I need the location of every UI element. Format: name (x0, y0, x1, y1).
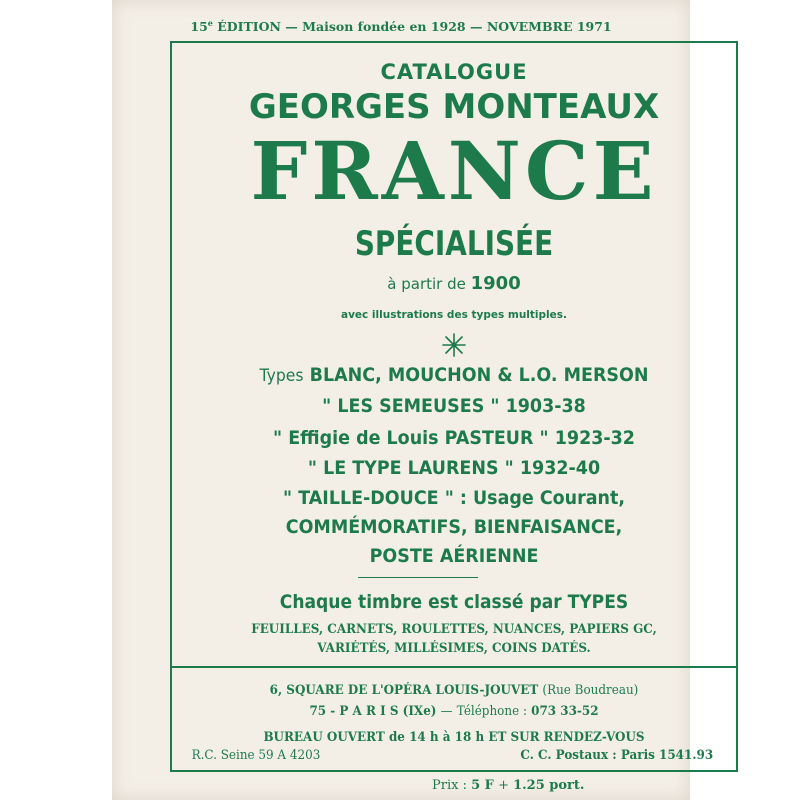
star-ornament-icon (442, 333, 466, 357)
price-postage: 1.25 port. (513, 778, 585, 793)
edition-date: NOVEMBRE 1971 (486, 19, 612, 35)
types-line-1 (195, 364, 714, 386)
classification-headline: Chaque timbre est classé par TYPES (279, 591, 629, 613)
types-line-2: " LES SEMEUSES " 1903-38 (322, 395, 586, 417)
edition-number: 15 (190, 19, 208, 35)
from-year: 1900 (470, 273, 521, 294)
registration-number: R.C. Seine 59 A 4203 (191, 748, 321, 763)
separator: — (285, 19, 298, 35)
address-street: 6, SQUARE DE L'OPÉRA LOUIS-JOUVET (269, 683, 539, 698)
edition-superscript: e (207, 18, 213, 28)
country-title: FRANCE (250, 124, 658, 218)
edition-line (112, 18, 690, 34)
types-line-5: " TAILLE-DOUCE " : Usage Courant, (283, 487, 625, 509)
address-district: (IXe) (402, 704, 437, 719)
address-city: 75 - P A R I S (309, 704, 399, 719)
phone-separator: — (440, 704, 453, 719)
types-prefix: Types (259, 366, 304, 386)
separator: — (469, 19, 483, 35)
illustrations-note: avec illustrations des types multiples. (340, 309, 567, 321)
price-plus: + (498, 778, 509, 793)
catalogue-label: CATALOGUE (380, 60, 528, 84)
classification-line-1: FEUILLES, CARNETS, ROULETTES, NUANCES, PAPIERS GC, (251, 622, 657, 637)
from-prefix: à partir de (387, 275, 466, 293)
phone-number: 073 33-52 (531, 704, 599, 719)
types-line-6: COMMÉMORATIFS, BIENFAISANCE, (285, 516, 623, 538)
subtitle: SPÉCIALISÉE (354, 224, 554, 264)
author-name: GEORGES MONTEAUX (248, 87, 660, 127)
phone-label: Téléphone : (456, 704, 527, 719)
price-amount: 5 F (471, 778, 494, 793)
catalogue-cover (112, 0, 714, 800)
types-line-7: POSTE AÉRIENNE (369, 545, 539, 567)
office-hours: BUREAU OUVERT de 14 h à 18 h ET SUR RENDEZ-VOUS (263, 730, 645, 745)
founded-text: Maison fondée en 1928 (302, 19, 466, 35)
types-line-3: " Effigie de Louis PASTEUR " 1923-32 (273, 427, 635, 449)
postal-account: C. C. Postaux : Paris 1541.93 (520, 748, 714, 763)
edition-word: ÉDITION (217, 19, 281, 35)
classification-line-2: VARIÉTÉS, MILLÉSIMES, COINS DATÉS. (317, 641, 591, 656)
price-label: Prix : (432, 778, 467, 793)
address-divider (172, 666, 736, 668)
address-street-note: (Rue Boudreau) (542, 683, 639, 698)
types-line-4: " LE TYPE LAURENS " 1932-40 (307, 457, 601, 479)
cover-frame (170, 41, 738, 772)
address-city-line (195, 704, 714, 719)
from-year-line (172, 273, 736, 294)
section-divider (358, 577, 478, 578)
types-names: BLANC, MOUCHON & L.O. MERSON (309, 364, 649, 386)
price-line (432, 778, 584, 793)
address-street-line (195, 683, 714, 698)
